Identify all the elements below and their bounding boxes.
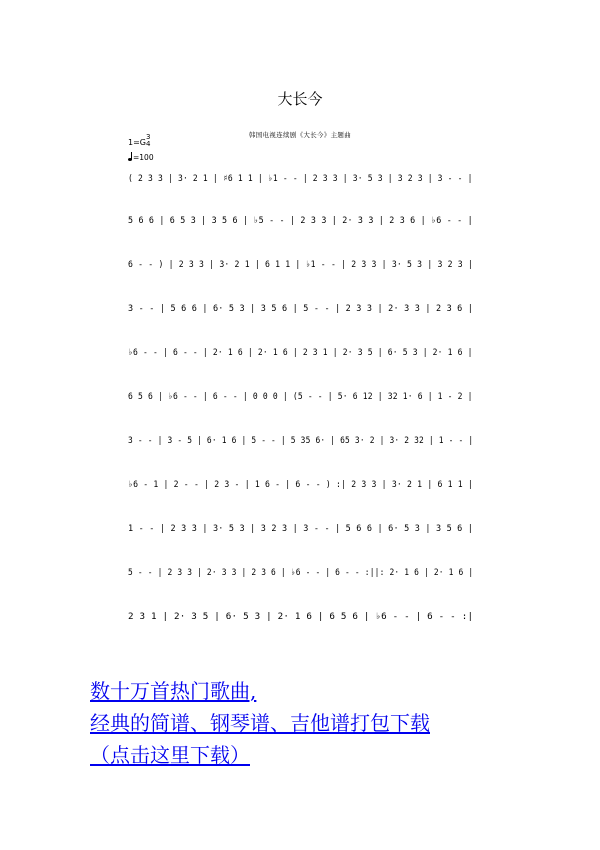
score-line: [128, 214, 473, 238]
score-line: [128, 258, 473, 282]
key-label: 1=G: [128, 138, 146, 147]
promo-link-download[interactable]: （点击这里下载）: [90, 743, 250, 767]
promo-link-line1[interactable]: 数十万首热门歌曲,: [90, 679, 257, 703]
score-line: [128, 390, 473, 414]
score-line: [128, 434, 473, 458]
song-title: 大长今: [277, 90, 323, 108]
time-signature: [146, 134, 150, 148]
score-line: [128, 346, 473, 370]
tempo-marking: [128, 153, 154, 162]
score-line-text: 2 3 1 | 2· 3 5 | 6· 5 3 | 2· 1 6 | 6 5 6 | ♭6 - - | 6 - - :|: [128, 612, 474, 622]
quarter-note-icon: [128, 158, 132, 161]
score-line: [128, 610, 473, 634]
download-promo: [90, 675, 430, 771]
score-line-text: ( 2 3 3 | 3· 2 1 | ♯6 1 1 | ♭1 - - | 2 3 3 | 3· 5 3 | 3 2 3 | 3 - - |: [128, 174, 473, 184]
score-line-text: 6 5 6 | ♭6 - - | 6 - - | 0 0 0 | (5 - - | 5· 6 12 | 32 1· 6 | 1 - 2 |: [128, 392, 473, 402]
score-line-text: 5 6 6 | 6 5 3 | 3 5 6 | ♭5 - - | 2 3 3 | 2· 3 3 | 2 3 6 | ♭6 - - |: [128, 216, 473, 226]
score-line-text: ♭6 - - | 6 - - | 2· 1 6 | 2· 1 6 | 2 3 1 | 2· 3 5 | 6· 5 3 | 2· 1 6 |: [128, 348, 473, 358]
time-sig-bottom: 4: [146, 140, 151, 148]
score-line-text: 6 - - ) | 2 3 3 | 3· 2 1 | 6 1 1 | ♭1 - - | 2 3 3 | 3· 5 3 | 3 2 3 |: [128, 260, 474, 270]
song-subtitle: 韩国电视连续剧《大长今》主题曲: [249, 131, 351, 139]
score-line: [128, 478, 473, 502]
score-line: [128, 302, 473, 326]
score-line-text: 5 - - | 2 3 3 | 2· 3 3 | 2 3 6 | ♭6 - - | 6 - - :||: 2· 1 6 | 2· 1 6 |: [128, 568, 474, 578]
score-line-text: ♭6 - 1 | 2 - - | 2 3 - | 1 6 - | 6 - - ) :| 2 3 3 | 3· 2 1 | 6 1 1 |: [128, 480, 474, 490]
score-line: [128, 566, 473, 590]
promo-link-line2[interactable]: 经典的简谱、钢琴谱、吉他谱打包下载: [90, 711, 430, 735]
time-sig-top: 3: [146, 133, 151, 141]
score-line-text: 3 - - | 3 - 5 | 6· 1 6 | 5 - - | 5 35 6· | 65 3· 2 | 3· 2 32 | 1 - - |: [128, 436, 474, 446]
score-line-text: 1 - - | 2 3 3 | 3· 5 3 | 3 2 3 | 3 - - | 5 6 6 | 6· 5 3 | 3 5 6 |: [128, 524, 474, 534]
score-line-text: 3 - - | 5 6 6 | 6· 5 3 | 3 5 6 | 5 - - | 2 3 3 | 2· 3 3 | 2 3 6 |: [128, 304, 474, 314]
tempo-value: =100: [133, 153, 154, 162]
key-signature: [128, 133, 151, 148]
score-line: [128, 522, 473, 546]
score-line: [128, 172, 473, 196]
